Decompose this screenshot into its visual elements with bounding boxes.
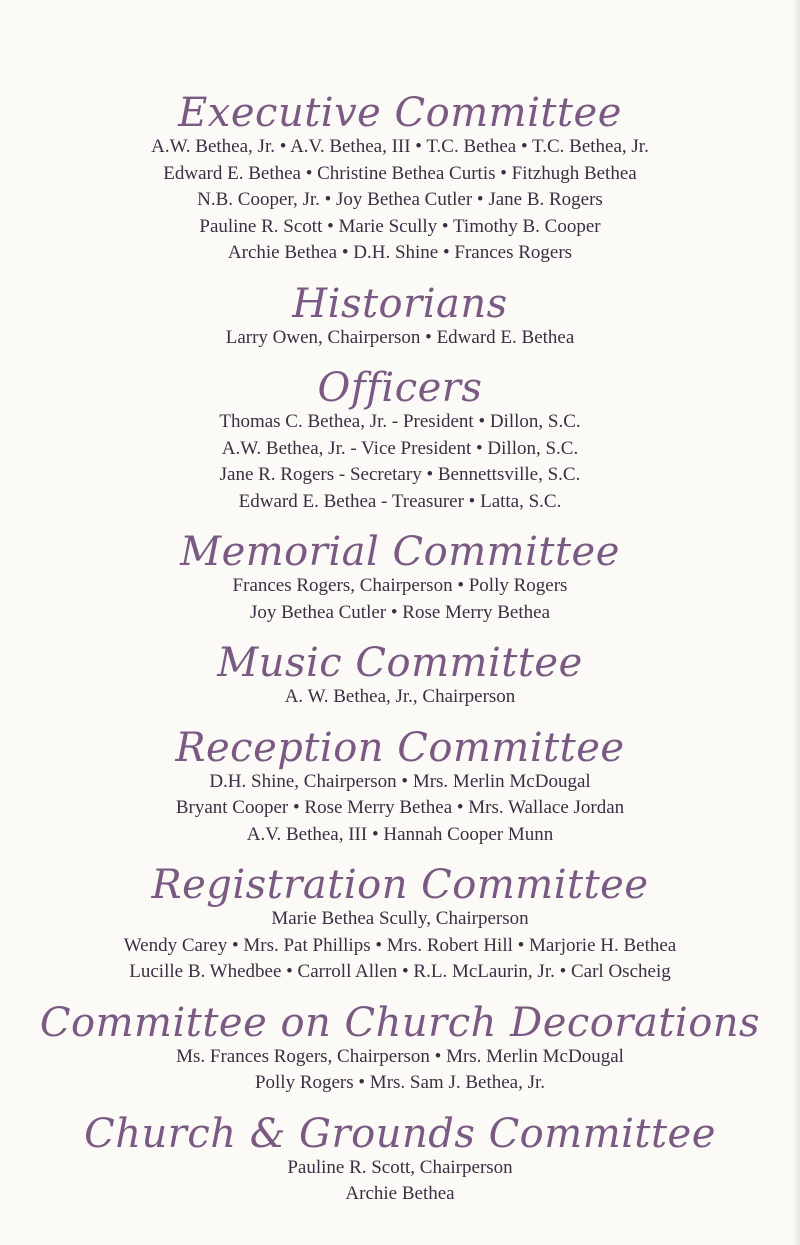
section-executive-committee <box>0 92 800 267</box>
section-heading: Registration Committee <box>151 862 649 908</box>
member-line: Thomas C. Bethea, Jr. - President • Dillon, S.C. <box>219 411 581 432</box>
member-line: Bryant Cooper • Rose Merry Bethea • Mrs. Wallace Jordan <box>175 797 625 818</box>
member-line: Larry Owen, Chairperson • Edward E. Bethea <box>225 326 575 348</box>
member-line: Marie Bethea Scully, Chairperson <box>271 908 529 929</box>
member-line: Jane R. Rogers - Secretary • Bennettsville, S.C. <box>219 464 581 485</box>
member-line: Edward E. Bethea - Treasurer • Latta, S.C. <box>238 490 562 512</box>
section-reception-committee <box>0 724 800 849</box>
section-heading: Memorial Committee <box>180 529 620 575</box>
member-line: D.H. Shine, Chairperson • Mrs. Merlin McDougal <box>209 770 591 792</box>
member-line: Pauline R. Scott • Marie Scully • Timothy B. Cooper <box>199 215 601 237</box>
member-line: A.W. Bethea, Jr. - Vice President • Dillon, S.C. <box>221 437 579 459</box>
member-line: Lucille B. Whedbee • Carroll Allen • R.L. McLaurin, Jr. • Carl Oscheig <box>129 961 671 982</box>
section-music-committee <box>0 642 800 711</box>
section-church-grounds <box>0 1110 800 1208</box>
member-line: Archie Bethea <box>345 1183 455 1204</box>
member-line: Polly Rogers • Mrs. Sam J. Bethea, Jr. <box>254 1072 546 1093</box>
member-line: A.V. Bethea, III • Hannah Cooper Munn <box>246 823 554 845</box>
section-heading: Reception Committee <box>175 724 625 771</box>
committee-list <box>0 92 800 1224</box>
section-heading: Church & Grounds Committee <box>84 1110 716 1157</box>
section-church-decorations <box>0 999 800 1097</box>
member-line: A.W. Bethea, Jr. • A.V. Bethea, III • T.C. Bethea • T.C. Bethea, Jr. <box>151 136 649 157</box>
member-line: Archie Bethea • D.H. Shine • Frances Rogers <box>227 242 573 263</box>
member-line: Edward E. Bethea • Christine Bethea Curtis • Fitzhugh Bethea <box>163 162 637 184</box>
member-line: Joy Bethea Cutler • Rose Merry Bethea <box>249 601 551 623</box>
member-line: Pauline R. Scott, Chairperson <box>287 1156 513 1178</box>
section-heading: Officers <box>317 365 483 411</box>
member-line: Frances Rogers, Chairperson • Polly Rogers <box>232 575 568 596</box>
section-memorial-committee <box>0 531 800 626</box>
member-line: Wendy Carey • Mrs. Pat Phillips • Mrs. Robert Hill • Marjorie H. Bethea <box>123 934 677 956</box>
member-line: N.B. Cooper, Jr. • Joy Bethea Cutler • Jane B. Rogers <box>197 189 603 210</box>
section-heading: Historians <box>292 280 508 327</box>
section-heading: Committee on Church Decorations <box>39 999 761 1046</box>
section-heading: Music Committee <box>217 640 583 686</box>
section-historians <box>0 280 800 352</box>
section-officers <box>0 367 800 515</box>
section-heading: Executive Committee <box>178 90 622 136</box>
member-line: Ms. Frances Rogers, Chairperson • Mrs. Merlin McDougal <box>176 1045 624 1067</box>
member-line: A. W. Bethea, Jr., Chairperson <box>284 686 516 707</box>
section-registration-committee <box>0 864 800 986</box>
